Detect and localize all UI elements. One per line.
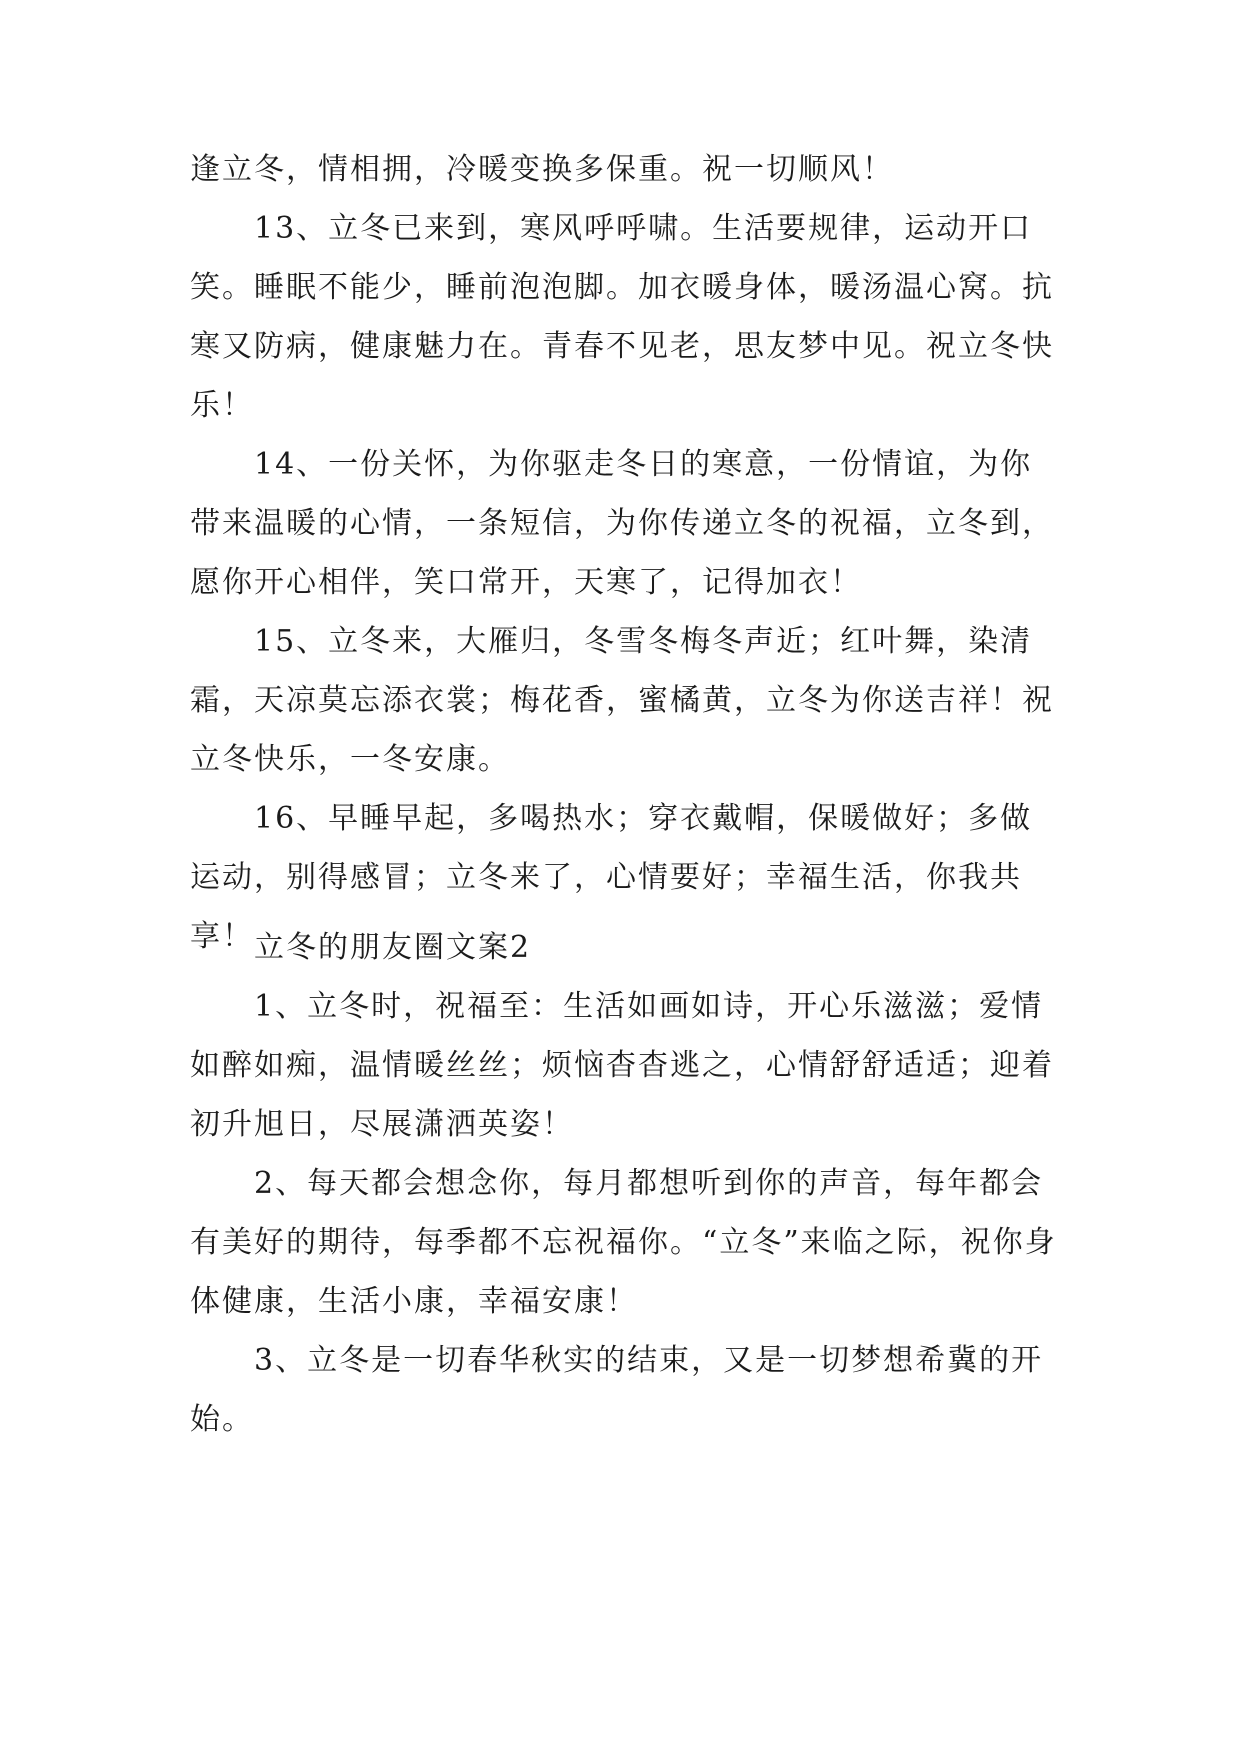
text-block-top xyxy=(190,140,1060,966)
section-heading: 立冬的朋友圈文案2 xyxy=(254,930,532,965)
paragraph-item-13: 13、立冬已来到，寒风呼呼啸。生活要规律，运动开口笑。睡眠不能少，睡前泡泡脚。加衣暖身体，暖汤温心窝。抗寒又防病，健康魅力在。青春不见老，思友梦中见。祝立冬快乐！ xyxy=(190,211,1054,423)
paragraph-item-16: 16、早睡早起，多喝热水；穿衣戴帽，保暖做好；多做运动，别得感冒；立冬来了，心情要好；幸福生活，你我共享！ xyxy=(190,801,1033,954)
paragraph-item-15: 15、立冬来，大雁归，冬雪冬梅冬声近；红叶舞，染清霜，天凉莫忘添衣裳；梅花香，蜜橘黄，立冬为你送吉祥！祝立冬快乐，一冬安康。 xyxy=(190,624,1054,777)
paragraph-item-1: 1、立冬时，祝福至：生活如画如诗，开心乐滋滋；爱情如醉如痴，温情暖丝丝；烦恼杳杳逃之，心情舒舒适适；迎着初升旭日，尽展潇洒英姿！ xyxy=(190,989,1054,1142)
paragraph-item-3: 3、立冬是一切春华秋实的结束，又是一切梦想希冀的开始。 xyxy=(190,1343,1044,1437)
paragraph-item-2: 2、每天都会想念你，每月都想听到你的声音，每年都会有美好的期待，每季都不忘祝福你。“立冬”来临之际，祝你身体健康，生活小康，幸福安康！ xyxy=(190,1166,1057,1319)
paragraph-item-14: 14、一份关怀，为你驱走冬日的寒意，一份情谊，为你带来温暖的心情，一条短信，为你传递立冬的祝福，立冬到，愿你开心相伴，笑口常开，天寒了，记得加衣！ xyxy=(190,447,1054,600)
paragraph-continuation: 逢立冬，情相拥，冷暖变换多保重。祝一切顺风！ xyxy=(190,152,894,187)
text-block-bottom xyxy=(190,918,1060,1449)
